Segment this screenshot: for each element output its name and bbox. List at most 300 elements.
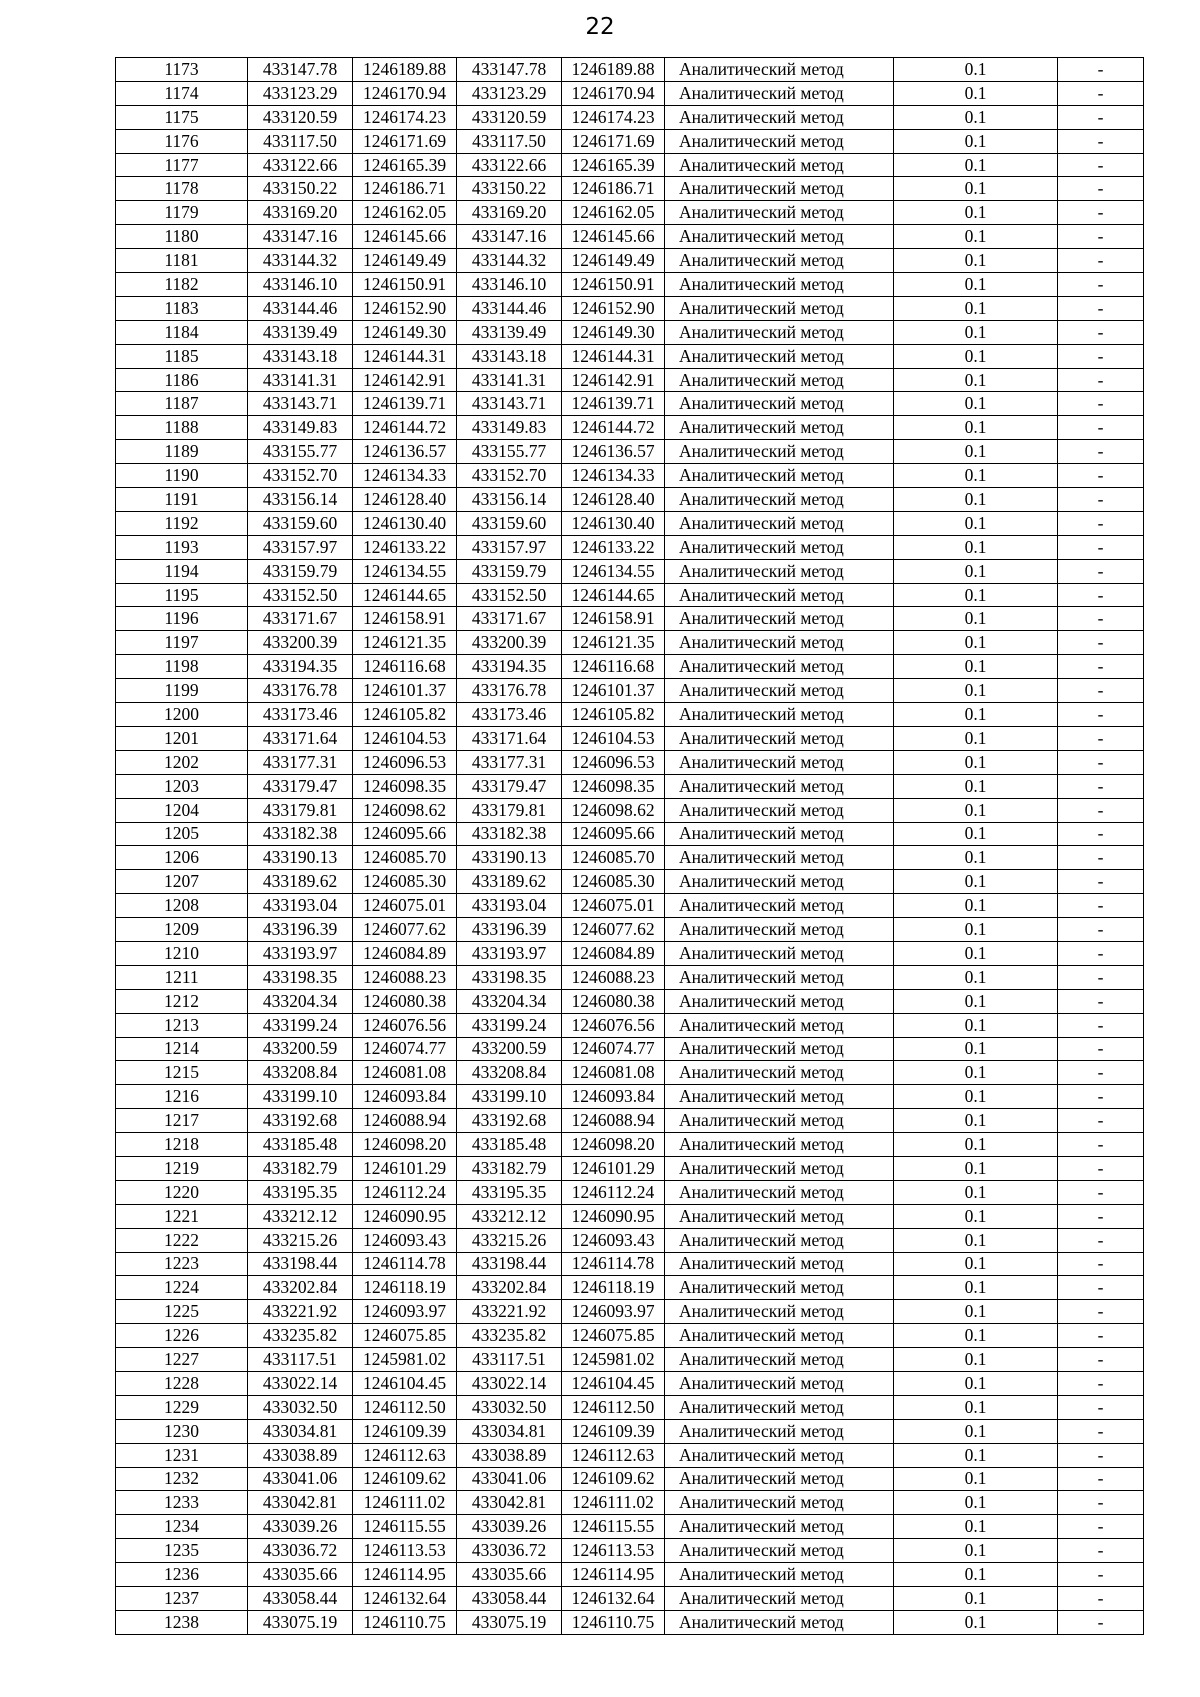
accuracy-cell: 0.1 — [894, 488, 1058, 512]
method-cell: Аналитический метод — [665, 1228, 894, 1252]
y-coordinate-cell: 1246111.02 — [353, 1491, 457, 1515]
accuracy-cell: 0.1 — [894, 750, 1058, 774]
dash-cell: - — [1058, 535, 1144, 559]
y-coordinate-new-cell: 1246133.22 — [562, 535, 665, 559]
dash-cell: - — [1058, 1180, 1144, 1204]
method-cell: Аналитический метод — [665, 1395, 894, 1419]
y-coordinate-cell: 1246077.62 — [353, 918, 457, 942]
dash-cell: - — [1058, 105, 1144, 129]
point-number-cell: 1181 — [116, 249, 248, 273]
y-coordinate-new-cell: 1246121.35 — [562, 631, 665, 655]
table-row — [116, 368, 1144, 392]
dash-cell: - — [1058, 655, 1144, 679]
method-cell: Аналитический метод — [665, 344, 894, 368]
x-coordinate-new-cell: 433189.62 — [457, 870, 562, 894]
y-coordinate-cell: 1246104.45 — [353, 1371, 457, 1395]
point-number-cell: 1214 — [116, 1037, 248, 1061]
dash-cell: - — [1058, 368, 1144, 392]
table-row — [116, 1276, 1144, 1300]
dash-cell: - — [1058, 1443, 1144, 1467]
table-row — [116, 129, 1144, 153]
method-cell: Аналитический метод — [665, 488, 894, 512]
accuracy-cell: 0.1 — [894, 703, 1058, 727]
dash-cell: - — [1058, 1563, 1144, 1587]
y-coordinate-new-cell: 1246088.23 — [562, 965, 665, 989]
table-row — [116, 989, 1144, 1013]
accuracy-cell: 0.1 — [894, 798, 1058, 822]
point-number-cell: 1195 — [116, 583, 248, 607]
x-coordinate-cell: 433038.89 — [248, 1443, 353, 1467]
method-cell: Аналитический метод — [665, 679, 894, 703]
accuracy-cell: 0.1 — [894, 822, 1058, 846]
table-row — [116, 1013, 1144, 1037]
table-row — [116, 1324, 1144, 1348]
point-number-cell: 1178 — [116, 177, 248, 201]
table-row — [116, 1371, 1144, 1395]
point-number-cell: 1201 — [116, 726, 248, 750]
table-row — [116, 1395, 1144, 1419]
method-cell: Аналитический метод — [665, 1539, 894, 1563]
table-row — [116, 488, 1144, 512]
table-row — [116, 750, 1144, 774]
x-coordinate-new-cell: 433195.35 — [457, 1180, 562, 1204]
y-coordinate-cell: 1246101.29 — [353, 1156, 457, 1180]
y-coordinate-cell: 1246158.91 — [353, 607, 457, 631]
method-cell: Аналитический метод — [665, 440, 894, 464]
dash-cell: - — [1058, 846, 1144, 870]
point-number-cell: 1233 — [116, 1491, 248, 1515]
x-coordinate-new-cell: 433221.92 — [457, 1300, 562, 1324]
x-coordinate-new-cell: 433143.71 — [457, 392, 562, 416]
point-number-cell: 1200 — [116, 703, 248, 727]
table-row — [116, 153, 1144, 177]
table-row — [116, 655, 1144, 679]
point-number-cell: 1203 — [116, 774, 248, 798]
method-cell: Аналитический метод — [665, 1276, 894, 1300]
dash-cell: - — [1058, 1610, 1144, 1634]
x-coordinate-cell: 433042.81 — [248, 1491, 353, 1515]
dash-cell: - — [1058, 965, 1144, 989]
y-coordinate-cell: 1246149.30 — [353, 320, 457, 344]
table-row — [116, 559, 1144, 583]
y-coordinate-new-cell: 1246112.24 — [562, 1180, 665, 1204]
x-coordinate-cell: 433202.84 — [248, 1276, 353, 1300]
y-coordinate-new-cell: 1246098.20 — [562, 1133, 665, 1157]
dash-cell: - — [1058, 894, 1144, 918]
point-number-cell: 1176 — [116, 129, 248, 153]
method-cell: Аналитический метод — [665, 1156, 894, 1180]
y-coordinate-new-cell: 1246096.53 — [562, 750, 665, 774]
method-cell: Аналитический метод — [665, 416, 894, 440]
method-cell: Аналитический метод — [665, 368, 894, 392]
x-coordinate-cell: 433149.83 — [248, 416, 353, 440]
accuracy-cell: 0.1 — [894, 1491, 1058, 1515]
x-coordinate-cell: 433177.31 — [248, 750, 353, 774]
point-number-cell: 1238 — [116, 1610, 248, 1634]
accuracy-cell: 0.1 — [894, 1443, 1058, 1467]
y-coordinate-new-cell: 1246134.33 — [562, 464, 665, 488]
y-coordinate-cell: 1246098.62 — [353, 798, 457, 822]
y-coordinate-new-cell: 1246085.70 — [562, 846, 665, 870]
dash-cell: - — [1058, 1419, 1144, 1443]
x-coordinate-new-cell: 433200.59 — [457, 1037, 562, 1061]
point-number-cell: 1188 — [116, 416, 248, 440]
method-cell: Аналитический метод — [665, 941, 894, 965]
y-coordinate-cell: 1246145.66 — [353, 225, 457, 249]
dash-cell: - — [1058, 1085, 1144, 1109]
method-cell: Аналитический метод — [665, 1109, 894, 1133]
table-row — [116, 81, 1144, 105]
point-number-cell: 1212 — [116, 989, 248, 1013]
point-number-cell: 1236 — [116, 1563, 248, 1587]
y-coordinate-cell: 1246132.64 — [353, 1587, 457, 1611]
x-coordinate-cell: 433144.32 — [248, 249, 353, 273]
point-number-cell: 1174 — [116, 81, 248, 105]
y-coordinate-new-cell: 1246090.95 — [562, 1204, 665, 1228]
accuracy-cell: 0.1 — [894, 1204, 1058, 1228]
x-coordinate-cell: 433189.62 — [248, 870, 353, 894]
dash-cell: - — [1058, 1228, 1144, 1252]
y-coordinate-new-cell: 1246112.63 — [562, 1443, 665, 1467]
accuracy-cell: 0.1 — [894, 58, 1058, 82]
method-cell: Аналитический метод — [665, 1252, 894, 1276]
accuracy-cell: 0.1 — [894, 726, 1058, 750]
dash-cell: - — [1058, 1515, 1144, 1539]
accuracy-cell: 0.1 — [894, 941, 1058, 965]
y-coordinate-new-cell: 1246076.56 — [562, 1013, 665, 1037]
y-coordinate-new-cell: 1246084.89 — [562, 941, 665, 965]
y-coordinate-cell: 1246074.77 — [353, 1037, 457, 1061]
method-cell: Аналитический метод — [665, 201, 894, 225]
y-coordinate-new-cell: 1246095.66 — [562, 822, 665, 846]
dash-cell: - — [1058, 177, 1144, 201]
x-coordinate-new-cell: 433182.38 — [457, 822, 562, 846]
method-cell: Аналитический метод — [665, 1348, 894, 1372]
dash-cell: - — [1058, 296, 1144, 320]
method-cell: Аналитический метод — [665, 392, 894, 416]
dash-cell: - — [1058, 559, 1144, 583]
y-coordinate-cell: 1246114.78 — [353, 1252, 457, 1276]
method-cell: Аналитический метод — [665, 1515, 894, 1539]
point-number-cell: 1232 — [116, 1467, 248, 1491]
x-coordinate-new-cell: 433035.66 — [457, 1563, 562, 1587]
table-row — [116, 249, 1144, 273]
x-coordinate-new-cell: 433169.20 — [457, 201, 562, 225]
x-coordinate-cell: 433022.14 — [248, 1371, 353, 1395]
method-cell: Аналитический метод — [665, 1061, 894, 1085]
point-number-cell: 1225 — [116, 1300, 248, 1324]
x-coordinate-cell: 433155.77 — [248, 440, 353, 464]
method-cell: Аналитический метод — [665, 511, 894, 535]
y-coordinate-cell: 1246144.31 — [353, 344, 457, 368]
point-number-cell: 1219 — [116, 1156, 248, 1180]
accuracy-cell: 0.1 — [894, 679, 1058, 703]
y-coordinate-new-cell: 1246174.23 — [562, 105, 665, 129]
y-coordinate-cell: 1246093.84 — [353, 1085, 457, 1109]
dash-cell: - — [1058, 392, 1144, 416]
point-number-cell: 1183 — [116, 296, 248, 320]
point-number-cell: 1177 — [116, 153, 248, 177]
y-coordinate-cell: 1246088.23 — [353, 965, 457, 989]
y-coordinate-cell: 1246130.40 — [353, 511, 457, 535]
x-coordinate-new-cell: 433141.31 — [457, 368, 562, 392]
y-coordinate-cell: 1246149.49 — [353, 249, 457, 273]
method-cell: Аналитический метод — [665, 1085, 894, 1109]
point-number-cell: 1217 — [116, 1109, 248, 1133]
x-coordinate-cell: 433176.78 — [248, 679, 353, 703]
y-coordinate-new-cell: 1246101.29 — [562, 1156, 665, 1180]
y-coordinate-cell: 1245981.02 — [353, 1348, 457, 1372]
method-cell: Аналитический метод — [665, 1204, 894, 1228]
accuracy-cell: 0.1 — [894, 105, 1058, 129]
x-coordinate-cell: 433182.79 — [248, 1156, 353, 1180]
accuracy-cell: 0.1 — [894, 1228, 1058, 1252]
x-coordinate-new-cell: 433117.51 — [457, 1348, 562, 1372]
table-row — [116, 1204, 1144, 1228]
y-coordinate-new-cell: 1246130.40 — [562, 511, 665, 535]
accuracy-cell: 0.1 — [894, 583, 1058, 607]
x-coordinate-cell: 433179.47 — [248, 774, 353, 798]
table-row — [116, 1228, 1144, 1252]
table-row — [116, 416, 1144, 440]
point-number-cell: 1206 — [116, 846, 248, 870]
table-row — [116, 320, 1144, 344]
table-row — [116, 965, 1144, 989]
y-coordinate-cell: 1246085.70 — [353, 846, 457, 870]
x-coordinate-cell: 433143.71 — [248, 392, 353, 416]
y-coordinate-new-cell: 1246113.53 — [562, 1539, 665, 1563]
accuracy-cell: 0.1 — [894, 846, 1058, 870]
y-coordinate-cell: 1246080.38 — [353, 989, 457, 1013]
x-coordinate-cell: 433208.84 — [248, 1061, 353, 1085]
x-coordinate-new-cell: 433117.50 — [457, 129, 562, 153]
y-coordinate-cell: 1246115.55 — [353, 1515, 457, 1539]
accuracy-cell: 0.1 — [894, 1395, 1058, 1419]
accuracy-cell: 0.1 — [894, 225, 1058, 249]
dash-cell: - — [1058, 989, 1144, 1013]
y-coordinate-new-cell: 1246149.30 — [562, 320, 665, 344]
method-cell: Аналитический метод — [665, 1467, 894, 1491]
method-cell: Аналитический метод — [665, 153, 894, 177]
x-coordinate-cell: 433198.44 — [248, 1252, 353, 1276]
y-coordinate-cell: 1246170.94 — [353, 81, 457, 105]
accuracy-cell: 0.1 — [894, 535, 1058, 559]
x-coordinate-cell: 433152.70 — [248, 464, 353, 488]
x-coordinate-new-cell: 433032.50 — [457, 1395, 562, 1419]
accuracy-cell: 0.1 — [894, 249, 1058, 273]
point-number-cell: 1218 — [116, 1133, 248, 1157]
x-coordinate-cell: 433036.72 — [248, 1539, 353, 1563]
x-coordinate-cell: 433212.12 — [248, 1204, 353, 1228]
point-number-cell: 1191 — [116, 488, 248, 512]
y-coordinate-cell: 1246112.24 — [353, 1180, 457, 1204]
accuracy-cell: 0.1 — [894, 1348, 1058, 1372]
accuracy-cell: 0.1 — [894, 559, 1058, 583]
y-coordinate-new-cell: 1246088.94 — [562, 1109, 665, 1133]
y-coordinate-new-cell: 1246111.02 — [562, 1491, 665, 1515]
y-coordinate-new-cell: 1246074.77 — [562, 1037, 665, 1061]
point-number-cell: 1202 — [116, 750, 248, 774]
y-coordinate-cell: 1246090.95 — [353, 1204, 457, 1228]
method-cell: Аналитический метод — [665, 1610, 894, 1634]
x-coordinate-cell: 433192.68 — [248, 1109, 353, 1133]
table-row — [116, 918, 1144, 942]
method-cell: Аналитический метод — [665, 918, 894, 942]
table-row — [116, 798, 1144, 822]
point-number-cell: 1234 — [116, 1515, 248, 1539]
x-coordinate-cell: 433147.16 — [248, 225, 353, 249]
y-coordinate-new-cell: 1246085.30 — [562, 870, 665, 894]
table-row — [116, 1085, 1144, 1109]
method-cell: Аналитический метод — [665, 726, 894, 750]
dash-cell: - — [1058, 58, 1144, 82]
y-coordinate-cell: 1246139.71 — [353, 392, 457, 416]
x-coordinate-new-cell: 433200.39 — [457, 631, 562, 655]
dash-cell: - — [1058, 750, 1144, 774]
table-row — [116, 726, 1144, 750]
accuracy-cell: 0.1 — [894, 774, 1058, 798]
y-coordinate-new-cell: 1246158.91 — [562, 607, 665, 631]
point-number-cell: 1220 — [116, 1180, 248, 1204]
dash-cell: - — [1058, 703, 1144, 727]
table-row — [116, 1156, 1144, 1180]
y-coordinate-new-cell: 1246093.97 — [562, 1300, 665, 1324]
y-coordinate-cell: 1246112.50 — [353, 1395, 457, 1419]
point-number-cell: 1216 — [116, 1085, 248, 1109]
x-coordinate-cell: 433032.50 — [248, 1395, 353, 1419]
point-number-cell: 1208 — [116, 894, 248, 918]
method-cell: Аналитический метод — [665, 129, 894, 153]
dash-cell: - — [1058, 1156, 1144, 1180]
x-coordinate-new-cell: 433152.70 — [457, 464, 562, 488]
point-number-cell: 1213 — [116, 1013, 248, 1037]
table-row — [116, 58, 1144, 82]
table-row — [116, 1539, 1144, 1563]
dash-cell: - — [1058, 153, 1144, 177]
accuracy-cell: 0.1 — [894, 655, 1058, 679]
y-coordinate-cell: 1246136.57 — [353, 440, 457, 464]
method-cell: Аналитический метод — [665, 1443, 894, 1467]
y-coordinate-new-cell: 1246098.35 — [562, 774, 665, 798]
x-coordinate-new-cell: 433215.26 — [457, 1228, 562, 1252]
table-row — [116, 631, 1144, 655]
method-cell: Аналитический метод — [665, 1587, 894, 1611]
y-coordinate-new-cell: 1246139.71 — [562, 392, 665, 416]
x-coordinate-cell: 433117.50 — [248, 129, 353, 153]
point-number-cell: 1237 — [116, 1587, 248, 1611]
x-coordinate-new-cell: 433042.81 — [457, 1491, 562, 1515]
dash-cell: - — [1058, 511, 1144, 535]
y-coordinate-cell: 1246098.20 — [353, 1133, 457, 1157]
x-coordinate-cell: 433169.20 — [248, 201, 353, 225]
y-coordinate-new-cell: 1246093.84 — [562, 1085, 665, 1109]
accuracy-cell: 0.1 — [894, 440, 1058, 464]
x-coordinate-cell: 433195.35 — [248, 1180, 353, 1204]
x-coordinate-new-cell: 433146.10 — [457, 273, 562, 297]
table-row — [116, 774, 1144, 798]
accuracy-cell: 0.1 — [894, 201, 1058, 225]
table-row — [116, 822, 1144, 846]
method-cell: Аналитический метод — [665, 774, 894, 798]
y-coordinate-new-cell: 1246114.78 — [562, 1252, 665, 1276]
y-coordinate-new-cell: 1246162.05 — [562, 201, 665, 225]
x-coordinate-new-cell: 433122.66 — [457, 153, 562, 177]
y-coordinate-cell: 1246114.95 — [353, 1563, 457, 1587]
accuracy-cell: 0.1 — [894, 989, 1058, 1013]
dash-cell: - — [1058, 822, 1144, 846]
accuracy-cell: 0.1 — [894, 368, 1058, 392]
point-number-cell: 1204 — [116, 798, 248, 822]
y-coordinate-new-cell: 1246189.88 — [562, 58, 665, 82]
x-coordinate-cell: 433199.24 — [248, 1013, 353, 1037]
x-coordinate-cell: 433152.50 — [248, 583, 353, 607]
x-coordinate-cell: 433204.34 — [248, 989, 353, 1013]
x-coordinate-cell: 433215.26 — [248, 1228, 353, 1252]
x-coordinate-new-cell: 433193.97 — [457, 941, 562, 965]
dash-cell: - — [1058, 774, 1144, 798]
y-coordinate-cell: 1246109.62 — [353, 1467, 457, 1491]
table-row — [116, 894, 1144, 918]
accuracy-cell: 0.1 — [894, 392, 1058, 416]
method-cell: Аналитический метод — [665, 655, 894, 679]
point-number-cell: 1173 — [116, 58, 248, 82]
point-number-cell: 1185 — [116, 344, 248, 368]
x-coordinate-cell: 433075.19 — [248, 1610, 353, 1634]
table-row — [116, 1348, 1144, 1372]
accuracy-cell: 0.1 — [894, 129, 1058, 153]
table-row — [116, 846, 1144, 870]
x-coordinate-new-cell: 433199.24 — [457, 1013, 562, 1037]
table-row — [116, 1109, 1144, 1133]
method-cell: Аналитический метод — [665, 273, 894, 297]
accuracy-cell: 0.1 — [894, 607, 1058, 631]
dash-cell: - — [1058, 1491, 1144, 1515]
y-coordinate-new-cell: 1246104.53 — [562, 726, 665, 750]
method-cell: Аналитический метод — [665, 989, 894, 1013]
method-cell: Аналитический метод — [665, 1371, 894, 1395]
dash-cell: - — [1058, 1395, 1144, 1419]
dash-cell: - — [1058, 631, 1144, 655]
table-row — [116, 1300, 1144, 1324]
x-coordinate-new-cell: 433208.84 — [457, 1061, 562, 1085]
accuracy-cell: 0.1 — [894, 1276, 1058, 1300]
point-number-cell: 1194 — [116, 559, 248, 583]
method-cell: Аналитический метод — [665, 631, 894, 655]
x-coordinate-cell: 433190.13 — [248, 846, 353, 870]
method-cell: Аналитический метод — [665, 822, 894, 846]
x-coordinate-cell: 433193.04 — [248, 894, 353, 918]
point-number-cell: 1226 — [116, 1324, 248, 1348]
y-coordinate-cell: 1246152.90 — [353, 296, 457, 320]
y-coordinate-new-cell: 1246081.08 — [562, 1061, 665, 1085]
point-number-cell: 1184 — [116, 320, 248, 344]
x-coordinate-cell: 433159.60 — [248, 511, 353, 535]
accuracy-cell: 0.1 — [894, 344, 1058, 368]
table-row — [116, 296, 1144, 320]
x-coordinate-new-cell: 433190.13 — [457, 846, 562, 870]
x-coordinate-cell: 433139.49 — [248, 320, 353, 344]
point-number-cell: 1192 — [116, 511, 248, 535]
accuracy-cell: 0.1 — [894, 1037, 1058, 1061]
x-coordinate-cell: 433199.10 — [248, 1085, 353, 1109]
dash-cell: - — [1058, 918, 1144, 942]
accuracy-cell: 0.1 — [894, 1109, 1058, 1133]
accuracy-cell: 0.1 — [894, 296, 1058, 320]
x-coordinate-cell: 433039.26 — [248, 1515, 353, 1539]
x-coordinate-new-cell: 433185.48 — [457, 1133, 562, 1157]
point-number-cell: 1227 — [116, 1348, 248, 1372]
point-number-cell: 1228 — [116, 1371, 248, 1395]
